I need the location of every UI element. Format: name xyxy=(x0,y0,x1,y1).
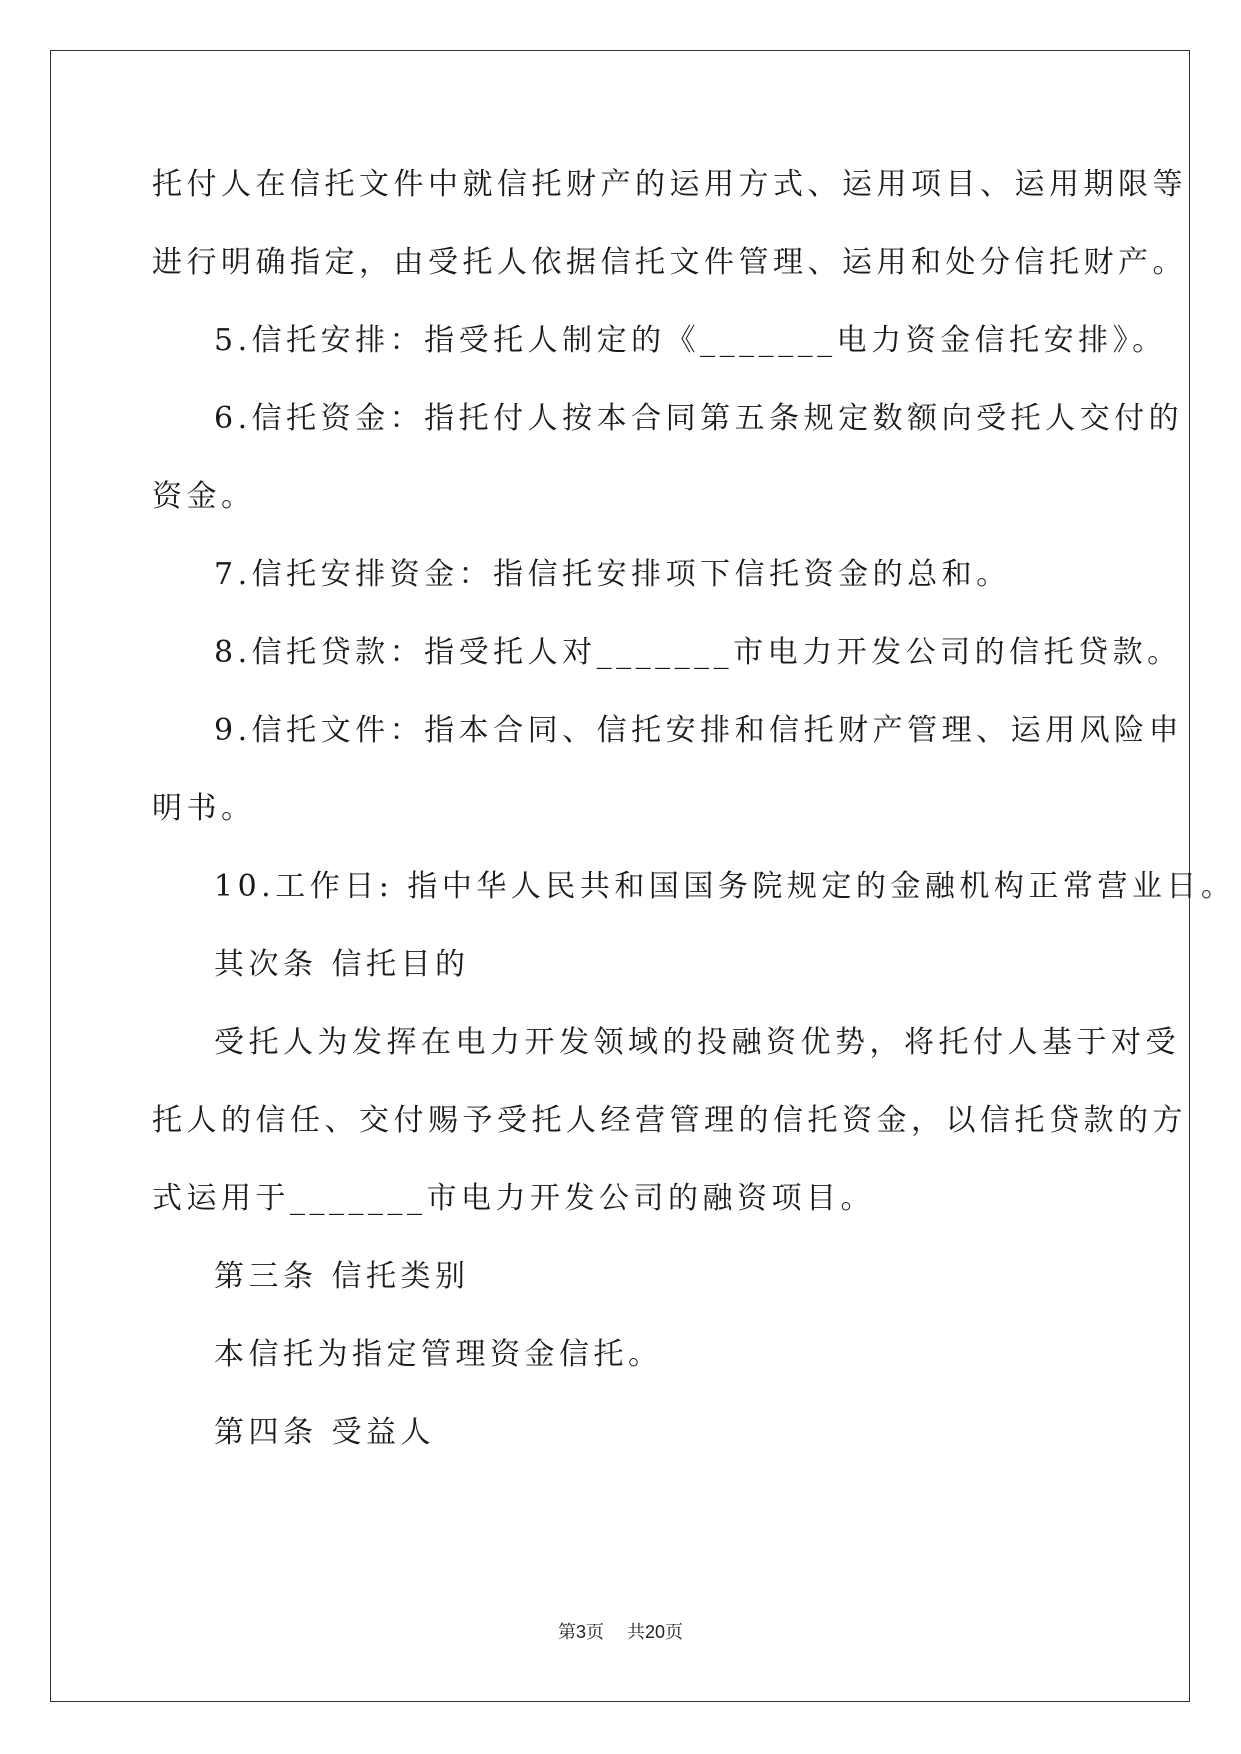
total-pages: 20 xyxy=(644,1622,665,1642)
section-heading-2: 其次条 信托目的 xyxy=(214,947,470,982)
paragraph-line: 进行明确指定，由受托人依据信托文件管理、运用和处分信托财产。 xyxy=(152,245,1187,280)
paragraph-line: 受托人为发挥在电力开发领域的投融资优势，将托付人基于对受 xyxy=(214,1025,1180,1060)
page-suffix: 页 xyxy=(586,1622,605,1643)
paragraph-line: 本信托为指定管理资金信托。 xyxy=(214,1337,663,1372)
definition-item-6: 6.信托资金：指托付人按本合同第五条规定数额向受托人交付的 xyxy=(214,401,1184,436)
paragraph-line: 式运用于_______市电力开发公司的融资项目。 xyxy=(152,1181,875,1216)
paragraph-line: 资金。 xyxy=(152,479,256,514)
definition-item-5: 5.信托安排：指受托人制定的《_______电力资金信托安排》。 xyxy=(214,323,1167,358)
paragraph-line: 托人的信任、交付赐予受托人经营管理的信托资金，以信托贷款的方 xyxy=(152,1103,1187,1138)
paragraph-line: 明书。 xyxy=(152,791,256,826)
section-heading-3: 第三条 信托类别 xyxy=(214,1259,470,1294)
definition-item-8: 8.信托贷款：指受托人对_______市电力开发公司的信托贷款。 xyxy=(214,635,1182,670)
page-footer xyxy=(0,1620,1241,1645)
document-body xyxy=(152,165,1236,1491)
total-suffix: 页 xyxy=(664,1622,683,1643)
definition-item-10: 10.工作日: 指中华人民共和国国务院规定的金融机构正常营业日。 xyxy=(214,869,1236,904)
total-prefix: 共 xyxy=(626,1622,645,1643)
page-number: 3 xyxy=(576,1622,587,1642)
section-heading-4: 第四条 受益人 xyxy=(214,1415,436,1450)
paragraph-line: 托付人在信托文件中就信托财产的运用方式、运用项目、运用期限等 xyxy=(152,167,1187,202)
page-prefix: 第 xyxy=(558,1622,577,1643)
definition-item-9: 9.信托文件：指本合同、信托安排和信托财产管理、运用风险申 xyxy=(214,713,1184,748)
definition-item-7: 7.信托安排资金：指信托安排项下信托资金的总和。 xyxy=(214,557,1011,592)
